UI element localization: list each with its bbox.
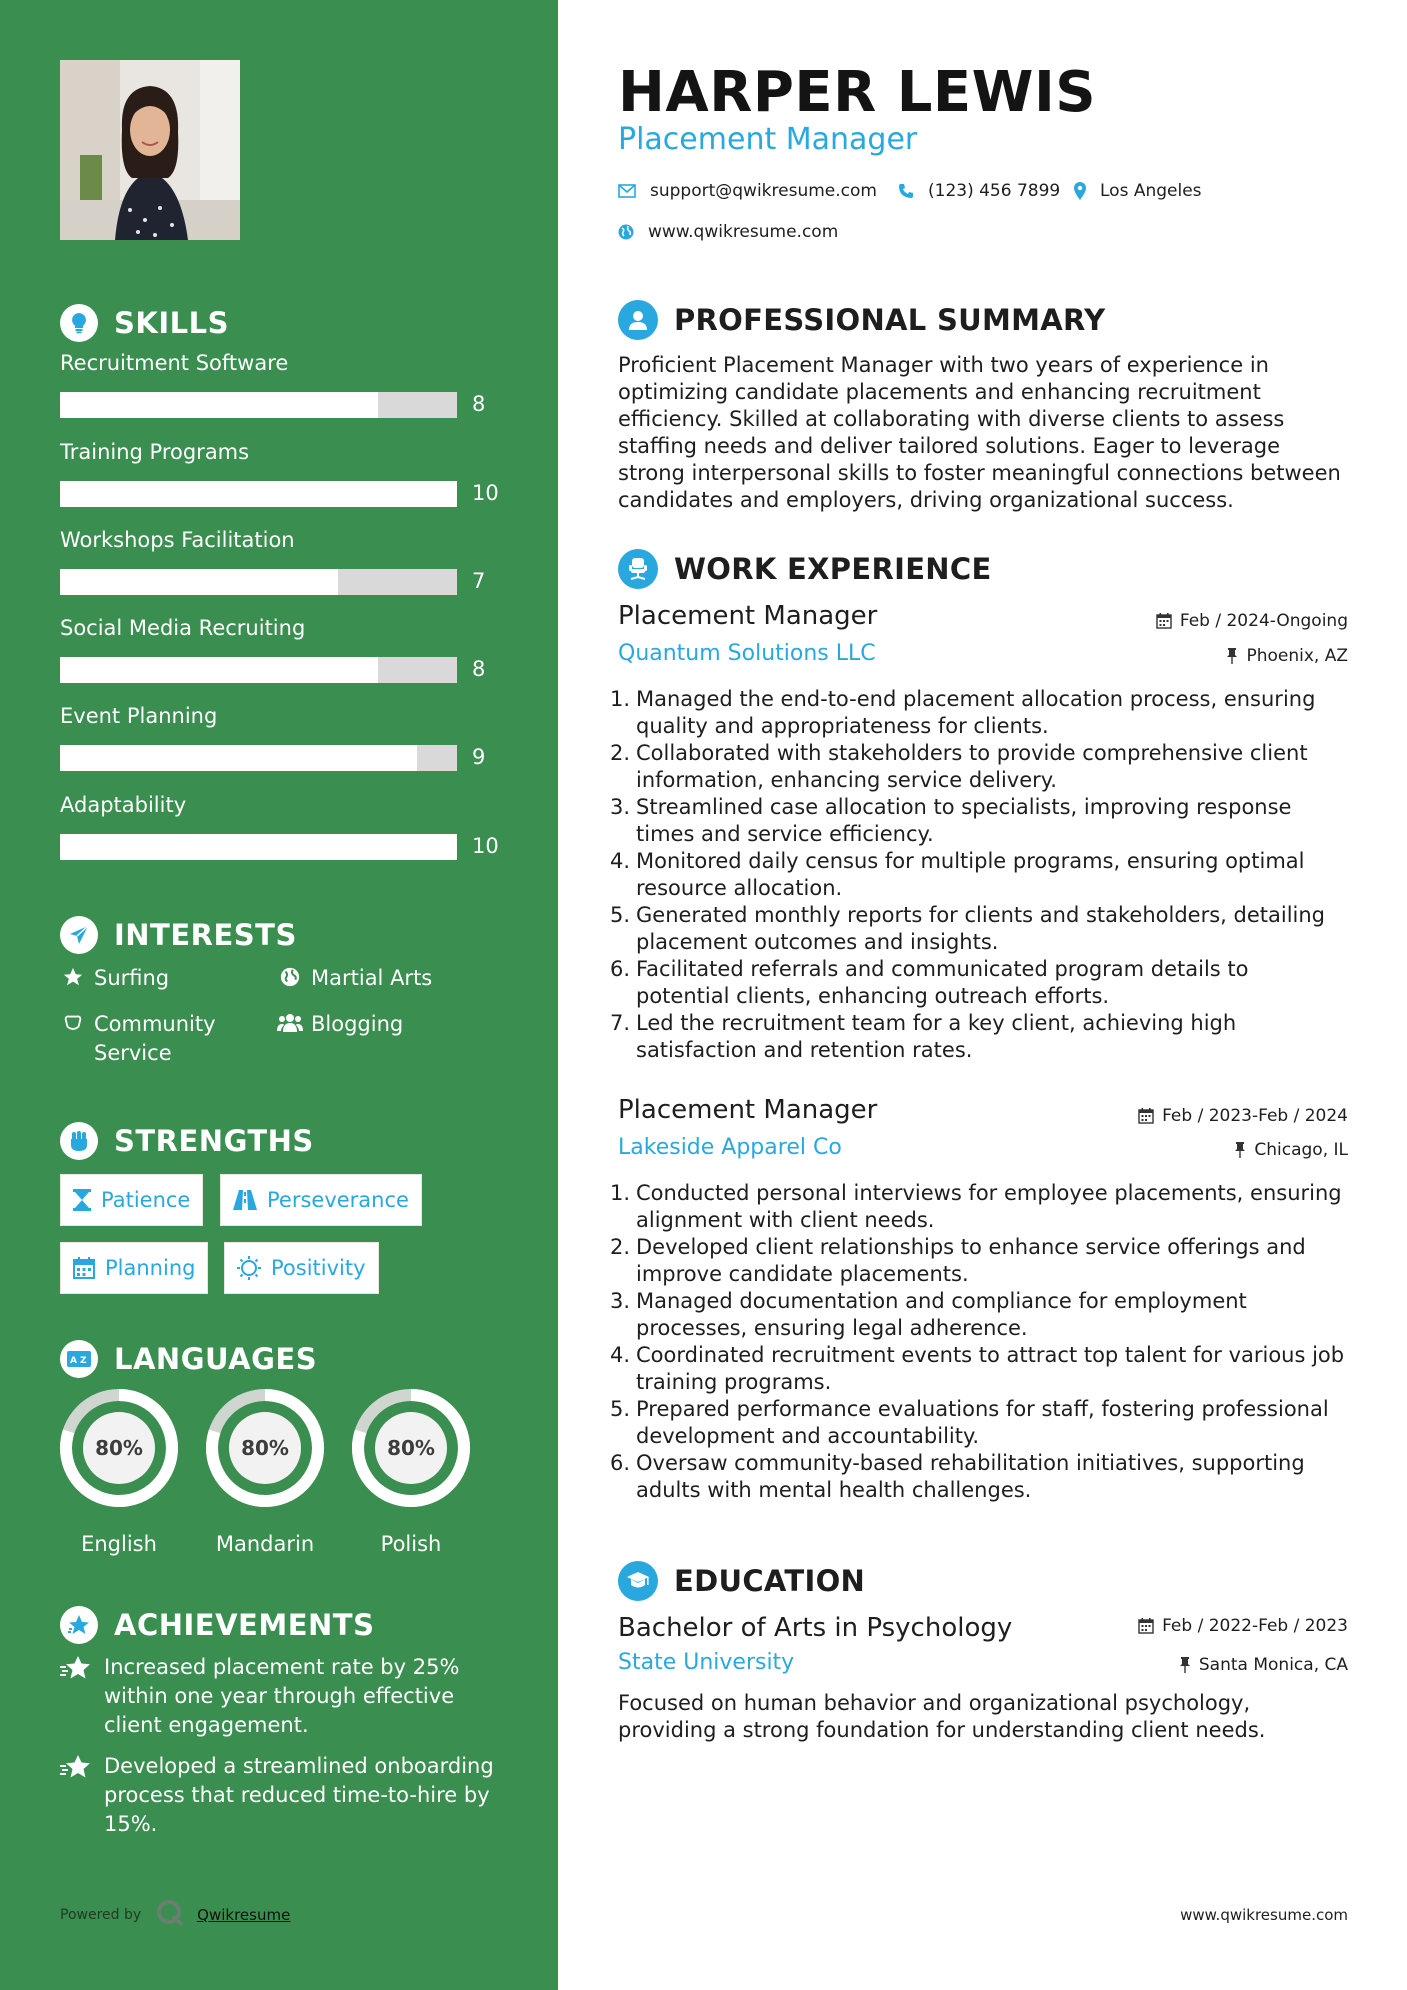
skill-bar-fill [60,481,457,507]
experience-heading [618,549,992,589]
calendar-icon [73,1257,95,1279]
job-bullets [610,686,1348,1064]
pin-icon [1226,648,1238,664]
education-heading [618,1561,865,1601]
strengths-heading [60,1122,314,1160]
job-bullet [610,686,1348,740]
achievement-text: Developed a streamlined onboarding process that reduced time-to-hire by 15%. [104,1754,494,1836]
job-location-text: Chicago, IL [1254,1140,1348,1160]
lightbulb-icon [60,304,98,342]
pin-icon [1179,1657,1191,1673]
language-ring [203,1386,327,1510]
interest-item [277,964,451,993]
phone-icon [898,183,914,199]
bullet-number: 3. [610,1289,631,1313]
degree-title: Bachelor of Arts in Psychology [618,1613,1013,1643]
languages-title: LANGUAGES [114,1342,318,1376]
globe-icon [618,224,634,240]
language-name: English [81,1532,157,1556]
job-bullet [610,1234,1348,1288]
svg-text:Z: Z [80,1356,87,1366]
pin-icon [1234,1142,1246,1158]
language-name: Mandarin [215,1532,315,1556]
language-item [57,1386,181,1556]
bullet-text: Coordinated recruitment events to attract top talent for various job training programs. [636,1343,1345,1394]
bullet-text: Managed documentation and compliance for employment processes, ensuring legal adherence. [636,1289,1247,1340]
bullet-number: 4. [610,849,631,873]
job-date [1138,1106,1348,1126]
location-text: Los Angeles [1100,181,1202,201]
education-description: Focused on human behavior and organizational psychology, providing a strong foundation for understanding client needs. [618,1691,1266,1742]
skill-bar [60,657,457,683]
strength-label: Patience [101,1188,191,1212]
interests-title: INTERESTS [114,918,297,952]
language-name: Polish [380,1532,442,1556]
experience-title: WORK EXPERIENCE [674,552,992,586]
map-pin-icon [1074,182,1086,200]
job-bullet [610,1010,1348,1064]
summary-text: Proficient Placement Manager with two years of experience in optimizing candidate placements and enhancing recruitment efficiency. Skilled at collaborating with diverse clients to assess staffing needs and deliver tailored solutions. Eager to leverage strong interpersonal skills to foster meaningful connections between candidates and employers, driving organizational success. [618,353,1341,512]
job-bullet [610,1450,1348,1504]
skill-bar-fill [60,745,417,771]
job-bullet [610,1288,1348,1342]
skill-bar [60,392,457,418]
job-location [1226,646,1348,666]
interest-item [60,964,234,993]
contact-location [1074,181,1202,201]
bullet-number: 4. [610,1343,631,1367]
education-date-text: Feb / 2022-Feb / 2023 [1162,1616,1348,1636]
skill-value: 8 [472,657,486,681]
strength-tag [224,1242,379,1294]
job-bullet [610,794,1348,848]
summary-heading [618,300,1105,340]
contact-website [618,222,838,242]
job-bullet [610,1180,1348,1234]
job-bullet [610,902,1348,956]
skills-heading [60,304,229,342]
bullet-number: 5. [610,903,631,927]
interest-label: Community Service [94,1012,216,1065]
phone-text: (123) 456 7899 [928,181,1061,201]
job-bullet [610,740,1348,794]
powered-by-label: Powered by [60,1907,142,1923]
skill-bar-fill [60,569,338,595]
achievement-item [60,1653,510,1740]
job-bullet [610,848,1348,902]
fist-icon [60,1122,98,1160]
summary-title: PROFESSIONAL SUMMARY [674,303,1106,337]
skill-bar [60,569,457,595]
job-bullet [610,1396,1348,1450]
language-percent: 80% [95,1436,143,1460]
interest-item [277,1010,451,1039]
chair-icon [618,549,658,589]
bullet-text: Oversaw community-based rehabilitation initiatives, supporting adults with mental health challenges. [636,1451,1305,1502]
contact-phone [898,181,1060,201]
strength-label: Planning [105,1256,196,1280]
skill-bar-fill [60,834,457,860]
job-date-text: Feb / 2024-Ongoing [1179,611,1348,631]
bullet-text: Streamlined case allocation to specialists, improving response times and service efficiency. [636,795,1292,846]
strength-tag [60,1242,208,1294]
achievements-heading [60,1606,374,1644]
bullet-text: Developed client relationships to enhance service offerings and improve candidate placements. [636,1235,1306,1286]
graduation-icon [618,1561,658,1601]
language-ring [57,1386,181,1510]
bullet-number: 3. [610,795,631,819]
education-date [1138,1616,1348,1636]
school-name: State University [618,1650,795,1675]
skill-value: 10 [472,834,499,858]
language-item [349,1386,473,1556]
users-icon [277,1010,303,1034]
strength-tag [220,1174,422,1226]
contact-email [618,181,877,201]
star-badge-icon [60,1653,92,1689]
main-content [610,0,1348,1990]
job-date [1156,611,1348,631]
bullet-text: Led the recruitment team for a key client, achieving high satisfaction and retention rates. [636,1011,1237,1062]
envelope-icon [618,184,636,198]
achievement-text: Increased placement rate by 25% within one year through effective client engagement. [104,1655,460,1737]
job-bullet [610,1342,1348,1396]
interest-label: Martial Arts [311,966,433,990]
bullet-text: Collaborated with stakeholders to provide comprehensive client information, enhancing service delivery. [636,741,1308,792]
interest-item [60,1010,234,1068]
star-badge-icon [60,1752,92,1788]
candidate-name: HARPER LEWIS [618,60,1097,125]
bullet-number: 2. [610,1235,631,1259]
skill-value: 8 [472,392,486,416]
qwikresume-link[interactable]: Qwikresume [197,1906,291,1924]
interest-label: Blogging [311,1012,404,1036]
skill-value: 9 [472,745,486,769]
education-location [1179,1655,1348,1675]
bullet-number: 6. [610,1451,631,1475]
strength-label: Positivity [271,1256,366,1280]
star-icon [60,964,86,988]
skill-bar [60,481,457,507]
candidate-role: Placement Manager [618,122,918,157]
calendar-icon [1138,1618,1154,1634]
skill-bar [60,834,457,860]
job-title: Placement Manager [618,1095,878,1125]
user-icon [618,300,658,340]
globe-icon [277,964,303,988]
paper-plane-icon [60,916,98,954]
job-company: Lakeside Apparel Co [618,1135,842,1160]
job-company: Quantum Solutions LLC [618,641,876,666]
skill-label: Adaptability [60,793,187,817]
achievements-title: ACHIEVEMENTS [114,1608,375,1642]
job-location-text: Phoenix, AZ [1246,646,1348,666]
skill-label: Training Programs [60,440,250,464]
achievement-item [60,1752,510,1839]
badge-icon [60,1010,86,1034]
bullet-text: Monitored daily census for multiple programs, ensuring optimal resource allocation. [636,849,1305,900]
bullet-number: 2. [610,741,631,765]
skill-label: Social Media Recruiting [60,616,306,640]
bullet-number: 1. [610,1181,631,1205]
education-location-text: Santa Monica, CA [1198,1655,1348,1675]
skill-label: Workshops Facilitation [60,528,295,552]
bullet-text: Managed the end-to-end placement allocation process, ensuring quality and appropriateness for clients. [636,687,1316,738]
skill-bar-fill [60,657,378,683]
profile-photo [60,60,240,240]
language-item [203,1386,327,1556]
job-location [1234,1140,1348,1160]
job-bullet [610,956,1348,1010]
powered-by [60,1898,290,1932]
interests-heading [60,916,297,954]
bullet-number: 6. [610,957,631,981]
job-bullets [610,1180,1348,1504]
bullet-number: 1. [610,687,631,711]
strength-label: Perseverance [267,1188,409,1212]
skill-label: Event Planning [60,704,218,728]
language-percent: 80% [387,1436,435,1460]
skill-value: 7 [472,569,486,593]
skill-value: 10 [472,481,499,505]
star-badge-icon [60,1606,98,1644]
skill-label: Recruitment Software [60,351,289,375]
bullet-text: Conducted personal interviews for employee placements, ensuring alignment with client needs. [636,1181,1342,1232]
bullet-text: Generated monthly reports for clients and stakeholders, detailing placement outcomes and insights. [636,903,1326,954]
language-percent: 80% [241,1436,289,1460]
bullet-text: Facilitated referrals and communicated program details to potential clients, enhancing outreach efforts. [636,957,1249,1008]
education-title: EDUCATION [674,1564,866,1598]
svg-text:A: A [70,1356,77,1366]
strength-tag [60,1174,203,1226]
languages-heading [60,1340,317,1378]
bullet-number: 5. [610,1397,631,1421]
strengths-title: STRENGTHS [114,1124,314,1158]
skill-bar-fill [60,392,378,418]
translate-icon [60,1340,98,1378]
skills-title: SKILLS [114,306,229,340]
sun-icon [237,1256,261,1280]
interest-label: Surfing [94,966,170,990]
bullet-number: 7. [610,1011,631,1035]
road-icon [233,1190,257,1210]
footer-website: www.qwikresume.com [1180,1906,1348,1924]
job-title: Placement Manager [618,601,878,631]
qwikresume-logo-icon [155,1898,185,1932]
email-text: support@qwikresume.com [650,181,877,201]
sidebar [0,0,558,1990]
calendar-icon [1156,613,1172,629]
bullet-text: Prepared performance evaluations for staff, fostering professional development and accountability. [636,1397,1329,1448]
website-text: www.qwikresume.com [648,222,839,242]
skill-bar [60,745,457,771]
language-ring [349,1386,473,1510]
job-date-text: Feb / 2023-Feb / 2024 [1162,1106,1348,1126]
calendar-icon [1138,1108,1154,1124]
hourglass-icon [73,1189,91,1211]
